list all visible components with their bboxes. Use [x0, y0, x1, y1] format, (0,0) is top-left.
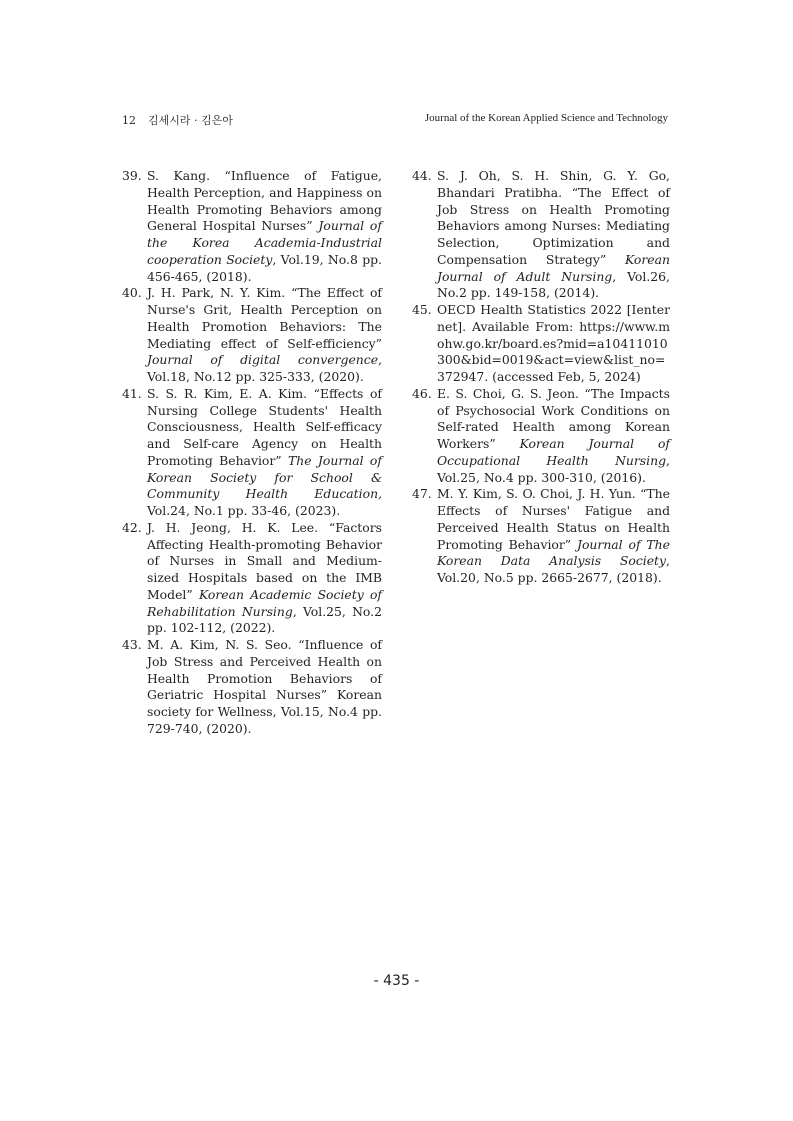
page-number: - 435 - — [373, 973, 420, 989]
reference-item: 46. E. S. Choi, G. S. Jeon. “The Impacts of Psychosocial Work Conditions on Self-rated Health among Korean Workers” Korean Journal of Occupational Health Nursing, Vol.25, No.4 pp. 300-310, (2016). — [412, 385, 670, 485]
reference-item: 45. OECD Health Statistics 2022 [Ienternet]. Available From: https://www.mohw.go.kr/board.es?mid=a10411010300&bid=0019&act=view&list_no=372947. (accessed Feb, 5, 2024) — [412, 302, 670, 384]
running-header-journal: Journal of the Korean Applied Science and Technology — [424, 112, 668, 124]
header-page-number: 12 — [122, 114, 136, 127]
reference-number: 39. — [122, 168, 142, 183]
reference-item: 42. J. H. Jeong, H. K. Lee. “Factors Affecting Health-promoting Behavior of Nurses in Small and Medium-sized Hospitals based on the IMB Model” Korean Academic Society of Rehabilitation Nursing, Vol.25, No.2 pp. 102-112, (2022). — [122, 519, 382, 636]
reference-number: 47. — [412, 486, 432, 502]
running-header-left — [122, 112, 233, 128]
reference-number: 46. — [412, 385, 432, 401]
reference-number: 42. — [122, 519, 142, 535]
reference-number: 40. — [122, 285, 142, 301]
reference-number: 41. — [122, 385, 142, 401]
references-column-left — [122, 168, 382, 738]
reference-item: 44. S. J. Oh, S. H. Shin, G. Y. Go, Bhandari Pratibha. “The Effect of Job Stress on Health Promoting Behaviors among Nurses: Mediating Selection, Optimization and Compensation Strategy” Korean Journal of Adult Nursing, Vol.26, No.2 pp. 149-158, (2014). — [412, 168, 670, 301]
reference-item: 41. S. S. R. Kim, E. A. Kim. “Effects of Nursing College Students' Health Consciousness, Health Self-efficacy and Self-care Agency on Health Promoting Behavior” The Journal of Korean Society for School & Community Health Education, Vol.24, No.1 pp. 33-46, (2023). — [122, 385, 382, 518]
reference-number: 45. — [412, 302, 432, 317]
reference-item: 39. S. Kang. “Influence of Fatigue, Health Perception, and Happiness on Health Promoting Behaviors among General Hospital Nurses” Journal of the Korea Academia-Industrial cooperation Society, Vol.19, No.8 pp. 456-465, (2018). — [122, 168, 382, 284]
references-column-right — [412, 168, 670, 587]
reference-item: 43. M. A. Kim, N. S. Seo. “Influence of Job Stress and Perceived Health on Health Promotion Behaviors of Geriatric Hospital Nurses” Korean society for Wellness, Vol.15, No.4 pp. 729-740, (2020). — [122, 637, 382, 736]
reference-item: 47. M. Y. Kim, S. O. Choi, J. H. Yun. “The Effects of Nurses' Fatigue and Perceived Health Status on Health Promoting Behavior” Journal of The Korean Data Analysis Society, Vol.20, No.5 pp. 2665-2677, (2018). — [412, 486, 670, 585]
reference-item: 40. J. H. Park, N. Y. Kim. “The Effect of Nurse's Grit, Health Perception on Health Promotion Behaviors: The Mediating effect of Self-efficiency” Journal of digital convergence, Vol.18, No.12 pp. 325-333, (2020). — [122, 285, 382, 384]
reference-number: 43. — [122, 637, 142, 652]
header-authors: 김세시라 · 김은아 — [148, 114, 233, 127]
reference-number: 44. — [412, 168, 432, 183]
